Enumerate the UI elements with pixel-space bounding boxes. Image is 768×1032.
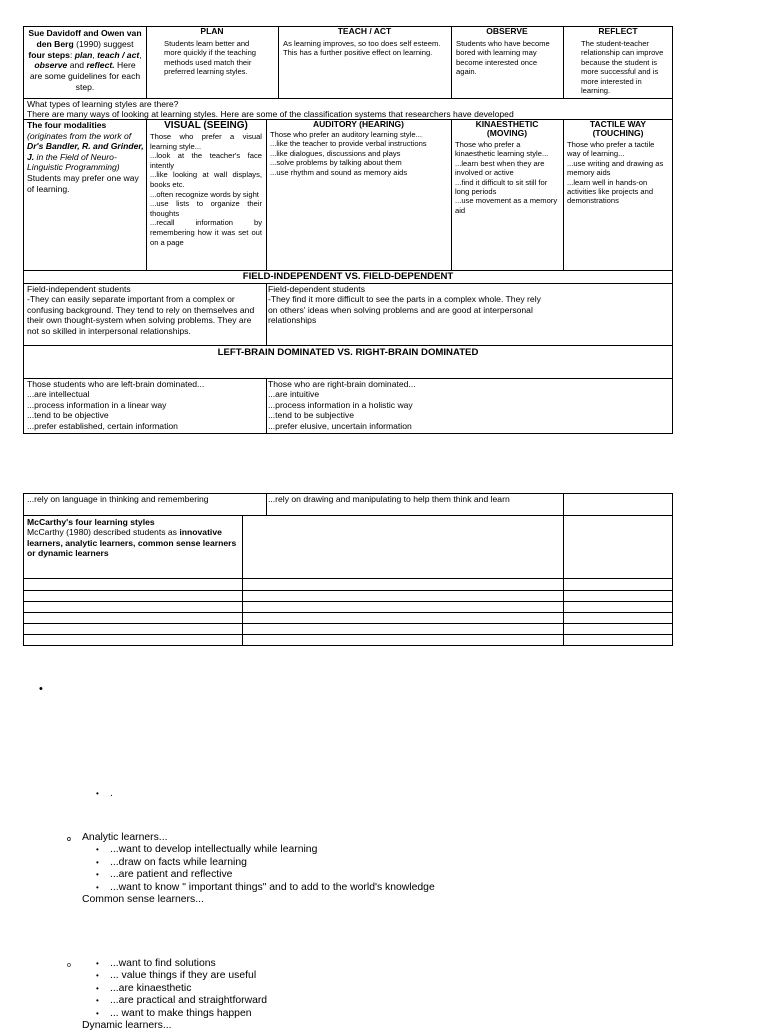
kinaesthetic-list: Those who prefer a kinaesthetic learning style... ...learn best when they are involved or active ...find it difficult to sit still for long periods ...use movement as a memory aid (455, 140, 558, 215)
row-divider (23, 634, 673, 635)
list-item: • ...want to develop intellectually while learning (110, 844, 435, 856)
col-divider (266, 119, 267, 270)
field-independent-cell: Field-independent students -They can easily separate important from a complex or confusing background. They tend to rely on themselves and their own thought-system when solving problems. They are not so skilled in interpersonal relationships. (27, 284, 255, 336)
mccarthy-learner-types: innovative learners, analytic learners, common sense learners or dynamic learners (27, 527, 237, 559)
tactile-heading: TACTILE WAY (TOUCHING) (589, 120, 647, 138)
right-brain-cell: Those who are right-brain dominated... ...are intuitive ...process information in a holistic way ...tend to be subjective ...prefer elusive, uncertain information (268, 379, 416, 431)
list-item: • ...want to find solutions (110, 958, 267, 970)
list-item: • ...draw on facts while learning (110, 857, 435, 869)
teach-act-cell (280, 26, 449, 58)
modalities-heading: The four modalities (27, 120, 107, 130)
classification-systems-text: There are many ways of looking at learning styles. Here are some of the classification systems that researchers have developed (27, 109, 514, 119)
list-item: • ... value things if they are useful (110, 970, 267, 982)
visual-cell (148, 120, 264, 247)
row-divider (23, 612, 673, 613)
col-divider (451, 26, 452, 98)
list-item: • ...are patient and reflective (110, 869, 435, 881)
col-divider (278, 26, 279, 98)
field-heading: FIELD-INDEPENDENT VS. FIELD-DEPENDENT (242, 271, 454, 282)
col-divider (242, 515, 243, 646)
tactile-list: Those who prefer a tactile way of learning... ...use writing and drawing as memory aids ...learn well in hands-on activities like projects and demonstrations (567, 140, 664, 206)
col-divider (266, 283, 267, 345)
row-divider (23, 345, 673, 346)
plan-cell (148, 26, 276, 77)
four-steps: four steps (28, 49, 70, 60)
list-item: • ... want to make things happen (110, 1008, 267, 1020)
mccarthy-title: McCarthy's four learning styles (27, 517, 155, 527)
question-text: What types of learning styles are there? (27, 99, 179, 109)
field-dependent-cell: Field-dependent students -They find it more difficult to see the parts in a complex whole. They rely on others' ideas when solving problems and are good at interpersonal relationships (268, 284, 541, 326)
brain-heading: LEFT-BRAIN DOMINATED VS. RIGHT-BRAIN DOMINATED (217, 347, 479, 358)
list-item: • ...want to know " important things" and to add to the world's knowledge (110, 882, 435, 894)
col-divider (563, 493, 564, 646)
left-brain-cell: Those students who are left-brain dominated... ...are intellectual ...process information in a linear way ...tend to be objective ...prefer established, certain information (27, 379, 205, 431)
auditory-list: Those who prefer an auditory learning style... ...like the teacher to provide verbal instructions ...like dialogues, discussions and plays ...solve problems by talking about them ...use rhythm and sound as memory aids (270, 130, 427, 177)
right-brain-drawing: ...rely on drawing and manipulating to help them think and learn (268, 494, 510, 504)
col-divider (563, 119, 564, 270)
row-divider (23, 515, 673, 516)
teach-act-text: As learning improves, so too does self esteem. This has a further positive effect on learning. (283, 39, 441, 58)
observe-cell (453, 26, 561, 77)
list-item: • ...are practical and straightforward (110, 995, 267, 1007)
auditory-heading: AUDITORY (HEARING) (313, 120, 404, 129)
row-divider (23, 578, 673, 579)
row-divider (23, 590, 673, 591)
learning-styles-question (27, 99, 671, 119)
common-sense-learners-label: o Common sense learners... (82, 894, 435, 906)
researcher-names: Dr's Bandler, R. and Grinder, J. (27, 141, 144, 162)
modalities-note: Students may prefer one way of learning. (27, 172, 139, 194)
common-sense-learners-list (82, 958, 267, 1032)
col-divider (146, 119, 147, 270)
row-divider (23, 623, 673, 624)
bullet-marker: • (39, 683, 43, 695)
col-divider (451, 119, 452, 270)
visual-list: Those who prefer a visual learning style... ...look at the teacher's face intently ...like looking at wall displays, books etc. ...often recognize words by sight ...use lists to organize their thoughts ...recall information by remembering how it was set out on a page (150, 132, 262, 247)
left-brain-language: ...rely on language in thinking and remembering (27, 494, 209, 504)
observe-text: Students who have become bored with learning may become interested once again. (456, 39, 550, 77)
steps-intro: Sue Davidoff and Owen van den Berg (1990) suggest four steps: plan, teach / act, observe and reflect. Here are some guidelines for each step. (28, 28, 142, 92)
kinaesthetic-heading: KINAESTHETIC (MOVING) (475, 120, 539, 138)
reflect-text: The student-teacher relationship can improve because the student is more successful and is more interested in learning. (581, 39, 664, 96)
mccarthy-cell: McCarthy's four learning styles McCarthy (1980) described students as innovative learners, analytic learners, common sense learners or dynamic learners (27, 517, 240, 559)
plan-text: Students learn better and more quickly if the teaching methods used match their preferred learning styles. (164, 39, 257, 77)
col-divider (563, 26, 564, 98)
reflect-heading: REFLECT (598, 26, 638, 36)
dynamic-learners-label: o Dynamic learners... (82, 1020, 267, 1032)
modalities-intro: The four modalities (originates from the work of Dr's Bandler, R. and Grinder, J. in the Field of Neuro-Linguistic Programming) Students may prefer one way of learning. (27, 120, 144, 194)
row-divider (23, 601, 673, 602)
reflect-cell (565, 26, 671, 95)
dot-bullet-item: • . (110, 788, 113, 800)
visual-heading: VISUAL (SEEING) (164, 120, 248, 131)
teach-act-heading: TEACH / ACT (337, 26, 392, 36)
tactile-cell (565, 120, 671, 206)
analytic-learners-list (82, 832, 435, 906)
observe-heading: OBSERVE (486, 26, 528, 36)
kinaesthetic-cell (453, 120, 561, 215)
col-divider (266, 378, 267, 434)
col-divider (146, 26, 147, 98)
auditory-cell (268, 120, 449, 177)
plan-heading: PLAN (200, 26, 224, 36)
authors: Sue Davidoff and Owen van den Berg (28, 28, 142, 49)
analytic-learners-label: o Analytic learners... (82, 832, 435, 844)
list-item: • ...are kinaesthetic (110, 983, 267, 995)
col-divider (266, 493, 267, 515)
